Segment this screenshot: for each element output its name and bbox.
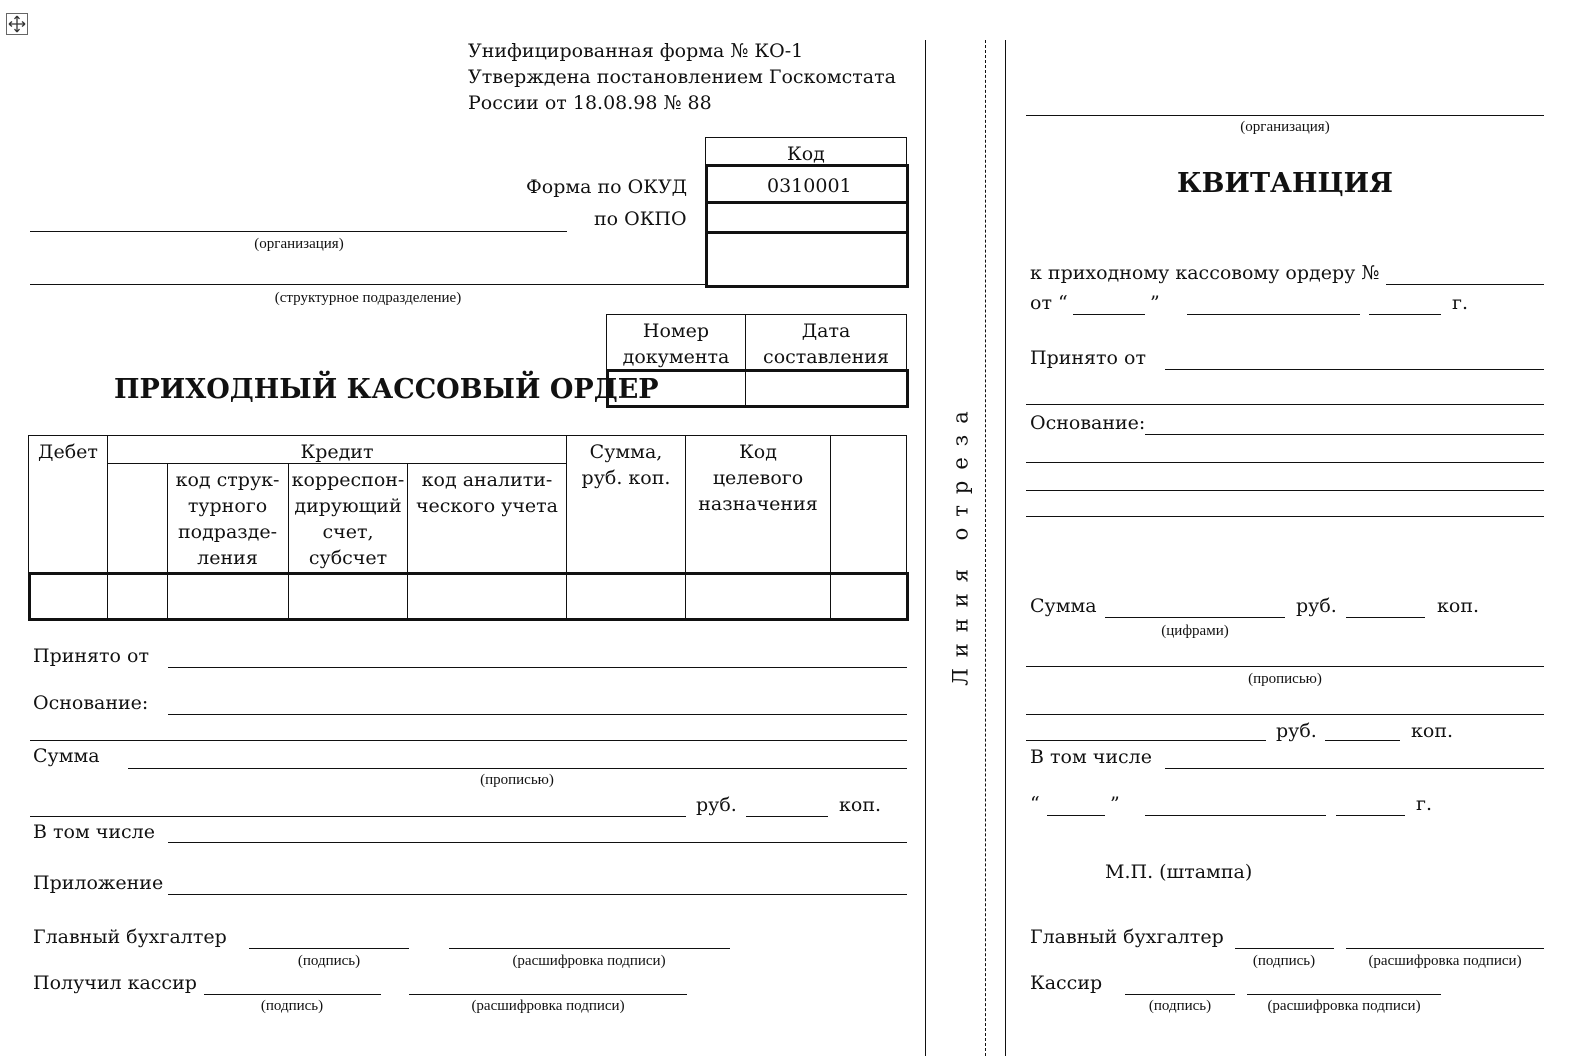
code-title: Код — [787, 143, 825, 165]
kop-label: коп. — [839, 794, 882, 816]
receipt-in-words-caption: (прописью) — [1248, 671, 1322, 687]
receipt-rub-words-field[interactable] — [1026, 740, 1266, 741]
sum-in-words-caption: (прописью) — [480, 772, 554, 788]
okud-code-field[interactable]: 0310001 — [767, 175, 852, 197]
analytic-code-header: код аналити- ческого учета — [415, 469, 559, 517]
receipt-quote-open: “ — [1030, 793, 1040, 815]
credit-header: Кредит — [300, 441, 374, 463]
attachment-field[interactable] — [168, 894, 907, 895]
sum-kop-field[interactable] — [746, 816, 828, 817]
receipt-basis-field[interactable] — [1145, 434, 1544, 435]
receipt-day-field[interactable] — [1073, 314, 1145, 315]
receipt-kop-label-2: коп. — [1411, 720, 1454, 742]
okpo-label: по ОКПО — [594, 208, 687, 230]
organization-caption: (организация) — [254, 236, 344, 252]
division-line[interactable] — [30, 284, 705, 285]
receipt-cashier-signature-field[interactable] — [1125, 994, 1235, 995]
receipt-month-field[interactable] — [1187, 314, 1360, 315]
purpose-code-header: Код целевого назначения — [698, 441, 818, 515]
chief-accountant-signature-field[interactable] — [249, 948, 409, 949]
receipt-including-label: В том числе — [1030, 746, 1152, 768]
receipt-including-field[interactable] — [1165, 768, 1544, 769]
organization-line[interactable] — [30, 231, 567, 232]
receipt-rub-label-2: руб. — [1276, 720, 1317, 742]
receipt-basis-line2[interactable] — [1026, 462, 1544, 463]
sum-label: Сумма — [33, 745, 100, 767]
receipt-cashier-signature-caption: (подпись) — [1148, 998, 1212, 1014]
receipt-left-border — [1005, 40, 1006, 1056]
cashier-signature-field[interactable] — [204, 994, 381, 995]
receipt-basis-line4[interactable] — [1026, 516, 1544, 517]
okud-label: Форма по ОКУД — [526, 176, 688, 198]
receipt-year-label-2: г. — [1416, 793, 1432, 815]
receipt-cashier-decoding-field[interactable] — [1247, 994, 1441, 995]
attachment-label: Приложение — [33, 872, 164, 894]
doc-number-header: Номер документа — [622, 320, 730, 368]
rub-label: руб. — [696, 794, 737, 816]
receipt-date-month-field[interactable] — [1145, 815, 1326, 816]
chief-signature-caption: (подпись) — [297, 953, 361, 969]
receipt-order-number-field[interactable] — [1386, 284, 1544, 285]
receipt-sum-words-field[interactable] — [1026, 666, 1544, 667]
main-table-values-row — [28, 572, 909, 621]
form-header-line1: Унифицированная форма № КО-1 — [468, 40, 804, 62]
receipt-received-from-line2[interactable] — [1026, 404, 1544, 405]
receipt-year-field[interactable] — [1369, 314, 1441, 315]
receipt-to-order-label: к приходному кассовому ордеру № — [1030, 262, 1380, 284]
move-icon[interactable] — [6, 13, 28, 35]
receipt-sum-digits-field[interactable] — [1105, 617, 1285, 618]
cashier-decoding-field[interactable] — [409, 994, 687, 995]
including-field[interactable] — [168, 842, 907, 843]
receipt-title: КВИТАНЦИЯ — [1177, 168, 1393, 199]
receipt-organization-field[interactable] — [1026, 115, 1544, 116]
order-right-border — [925, 40, 926, 1056]
receipt-date-year-field[interactable] — [1336, 815, 1405, 816]
corr-account-header: корреспон- дирующий счет, субсчет — [291, 469, 405, 569]
receipt-kop-label: коп. — [1437, 595, 1480, 617]
receipt-received-from-label: Принято от — [1030, 347, 1146, 369]
division-caption: (структурное подразделение) — [274, 290, 462, 306]
stamp-label: М.П. (штампа) — [1105, 861, 1253, 883]
basis-field-line2[interactable] — [30, 740, 907, 741]
receipt-basis-line3[interactable] — [1026, 490, 1544, 491]
receipt-chief-decoding-field[interactable] — [1346, 948, 1544, 949]
cashier-decoding-caption: (расшифровка подписи) — [471, 998, 625, 1014]
chief-accountant-decoding-field[interactable] — [449, 948, 730, 949]
division-code-header: код струк- турного подразде- ления — [175, 469, 280, 569]
receipt-basis-label: Основание: — [1030, 412, 1146, 434]
cashier-signature-caption: (подпись) — [260, 998, 324, 1014]
receipt-organization-caption: (организация) — [1240, 119, 1330, 135]
receipt-year-label: г. — [1452, 292, 1468, 314]
chief-decoding-caption: (расшифровка подписи) — [512, 953, 666, 969]
receipt-quote-close-2: ” — [1110, 793, 1120, 815]
receipt-cashier-label: Кассир — [1030, 972, 1103, 994]
basis-label: Основание: — [33, 692, 149, 714]
sum-words-field[interactable] — [128, 768, 907, 769]
basis-field[interactable] — [168, 714, 907, 715]
debit-header: Дебет — [38, 441, 98, 463]
page-title: ПРИХОДНЫЙ КАССОВЫЙ ОРДЕР — [114, 374, 659, 405]
cut-line-label: Линия отреза — [948, 400, 973, 686]
doc-date-header: Дата составления — [763, 320, 889, 368]
received-from-field[interactable] — [168, 667, 907, 668]
receipt-received-from-field[interactable] — [1165, 369, 1544, 370]
receipt-from-label: от “ — [1030, 292, 1068, 314]
receipt-sum-words-line2[interactable] — [1026, 714, 1544, 715]
receipt-cashier-decoding-caption: (расшифровка подписи) — [1267, 998, 1421, 1014]
including-label: В том числе — [33, 821, 155, 843]
form-header-line2: Утверждена постановлением Госкомстата — [468, 66, 896, 88]
receipt-digits-caption: (цифрами) — [1161, 623, 1229, 639]
receipt-chief-signature-caption: (подпись) — [1252, 953, 1316, 969]
receipt-date-day-field[interactable] — [1047, 815, 1105, 816]
receipt-quote-close: ” — [1150, 292, 1160, 314]
form-header-line3: России от 18.08.98 № 88 — [468, 92, 712, 114]
receipt-rub-label: руб. — [1296, 595, 1337, 617]
receipt-chief-decoding-caption: (расшифровка подписи) — [1368, 953, 1522, 969]
sum-header: Сумма, руб. коп. — [581, 441, 671, 489]
receipt-kop-words-field[interactable] — [1325, 740, 1400, 741]
receipt-kop-digits-field[interactable] — [1346, 617, 1425, 618]
receipt-chief-accountant-label: Главный бухгалтер — [1030, 926, 1224, 948]
cashier-received-label: Получил кассир — [33, 972, 197, 994]
receipt-sum-label: Сумма — [1030, 595, 1097, 617]
cut-line — [985, 40, 986, 1056]
receipt-chief-signature-field[interactable] — [1235, 948, 1334, 949]
received-from-label: Принято от — [33, 645, 149, 667]
sum-rub-field[interactable] — [30, 816, 686, 817]
chief-accountant-label: Главный бухгалтер — [33, 926, 227, 948]
